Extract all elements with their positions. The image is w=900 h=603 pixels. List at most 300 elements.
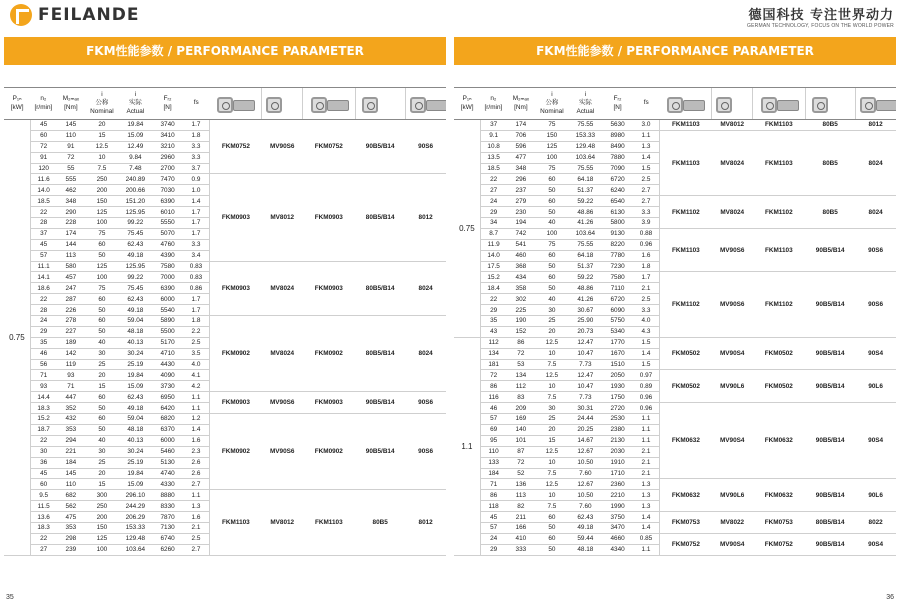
motor-frame: 8012 (855, 120, 896, 131)
radial-force: 3210 (152, 141, 183, 152)
ratio-actual: 7.73 (569, 392, 602, 403)
service-factor: 0.85 (633, 533, 659, 544)
ratio-nominal: 60 (535, 250, 568, 261)
ratio-actual: 64.18 (569, 174, 602, 185)
motor-model: MV90S4 (712, 337, 753, 370)
service-factor: 2.5 (183, 533, 209, 544)
ratio-nominal: 250 (85, 501, 118, 512)
ratio-actual: 103.64 (569, 228, 602, 239)
ratio-actual: 19.84 (119, 468, 152, 479)
ratio-nominal: 50 (85, 403, 118, 414)
max-torque: 119 (57, 359, 86, 370)
gearbox-model: FKM1102 (659, 272, 712, 337)
ratio-actual: 40.13 (119, 337, 152, 348)
ratio-actual: 30.67 (569, 305, 602, 316)
flange-type: 80B5 (805, 120, 855, 131)
service-factor: 3.9 (633, 218, 659, 229)
ratio-actual: 25.19 (119, 457, 152, 468)
motor-frame: 8012 (405, 490, 446, 555)
motor-frame: 90L6 (855, 370, 896, 403)
page-number: 35 (6, 594, 14, 601)
max-torque: 580 (57, 261, 86, 272)
table-row (4, 174, 446, 185)
ratio-nominal: 200 (85, 512, 118, 523)
max-torque: 682 (57, 490, 86, 501)
ratio-nominal: 60 (535, 512, 568, 523)
motor-model: MV8012 (262, 490, 303, 555)
service-factor: 1.8 (633, 261, 659, 272)
ratio-actual: 153.33 (569, 130, 602, 141)
max-torque: 294 (57, 435, 86, 446)
max-torque: 230 (507, 207, 536, 218)
ratio-nominal: 100 (535, 152, 568, 163)
output-speed: 29 (480, 305, 506, 316)
ratio-nominal: 12.5 (535, 370, 568, 381)
ratio-nominal: 150 (535, 130, 568, 141)
ratio-nominal: 50 (535, 544, 568, 555)
section-title-banner: FKM性能参数 / PERFORMANCE PARAMETER (454, 37, 896, 65)
reducer-model: FKM0903 (303, 261, 356, 315)
ratio-nominal: 60 (535, 174, 568, 185)
service-factor: 4.0 (633, 316, 659, 327)
max-torque: 296 (507, 174, 536, 185)
service-factor: 1.7 (183, 294, 209, 305)
max-torque: 113 (507, 490, 536, 501)
ratio-actual: 10.50 (569, 490, 602, 501)
radial-force: 2720 (602, 403, 633, 414)
radial-force: 5460 (152, 446, 183, 457)
radial-force: 7230 (602, 261, 633, 272)
service-factor: 1.1 (633, 414, 659, 425)
table-row (454, 196, 896, 207)
output-speed: 29 (30, 326, 56, 337)
radial-force: 1990 (602, 501, 633, 512)
gearmotor-illustration (712, 88, 753, 120)
output-speed: 15.2 (480, 272, 506, 283)
output-speed: 120 (30, 163, 56, 174)
ratio-nominal: 15 (85, 479, 118, 490)
radial-force: 3750 (602, 512, 633, 523)
ratio-actual: 153.33 (119, 522, 152, 533)
radial-force: 5800 (602, 218, 633, 229)
flange-type: 90B5/B14 (805, 228, 855, 272)
output-speed: 14.0 (480, 250, 506, 261)
output-speed: 57 (480, 522, 506, 533)
ratio-nominal: 125 (85, 207, 118, 218)
output-speed: 37 (30, 228, 56, 239)
flange-type: 80B5 (355, 490, 405, 555)
reducer-model: FKM1103 (303, 490, 356, 555)
reducer-model: FKM0632 (753, 403, 806, 479)
max-torque: 287 (57, 294, 86, 305)
max-torque: 113 (57, 250, 86, 261)
motor-frame: 90S6 (405, 414, 446, 490)
ratio-nominal: 10 (535, 381, 568, 392)
motor-model: MV8012 (262, 174, 303, 261)
output-speed: 29 (480, 207, 506, 218)
table-row (454, 120, 896, 131)
service-factor: 1.8 (183, 316, 209, 327)
radial-force: 2530 (602, 414, 633, 425)
reducer-model: FKM0632 (753, 479, 806, 512)
service-factor: 0.83 (183, 261, 209, 272)
ratio-nominal: 25 (85, 359, 118, 370)
ratio-actual: 12.67 (569, 446, 602, 457)
radial-force: 5500 (152, 326, 183, 337)
service-factor: 1.1 (183, 403, 209, 414)
gearmotor-icon (307, 93, 351, 115)
radial-force: 4430 (152, 359, 183, 370)
ratio-actual: 10.50 (569, 457, 602, 468)
max-torque: 110 (57, 130, 86, 141)
radial-force: 2050 (602, 370, 633, 381)
service-factor: 1.6 (633, 250, 659, 261)
ratio-actual: 99.22 (119, 272, 152, 283)
ratio-nominal: 75 (535, 163, 568, 174)
radial-force: 8980 (602, 130, 633, 141)
max-torque: 112 (507, 381, 536, 392)
reducer-model: FKM0752 (303, 120, 356, 174)
radial-force: 5170 (152, 337, 183, 348)
max-torque: 184 (57, 457, 86, 468)
gearmotor-illustration (753, 88, 806, 120)
output-speed: 46 (30, 348, 56, 359)
flange-type: 90B5/B14 (805, 337, 855, 370)
performance-table-right (454, 87, 896, 556)
reducer-model: FKM0502 (753, 370, 806, 403)
ratio-actual: 240.89 (119, 174, 152, 185)
radial-force: 2960 (152, 152, 183, 163)
gearbox-model: FKM0753 (659, 512, 712, 534)
motor-shape (233, 100, 255, 111)
max-torque: 742 (507, 228, 536, 239)
ratio-actual: 125.95 (119, 261, 152, 272)
output-speed: 71 (480, 479, 506, 490)
radial-force: 6000 (152, 435, 183, 446)
ratio-actual: 59.04 (119, 316, 152, 327)
gearmotor-icon (358, 93, 402, 115)
ratio-actual: 75.45 (119, 228, 152, 239)
service-factor: 2.3 (183, 446, 209, 457)
ratio-nominal: 50 (85, 326, 118, 337)
ratio-nominal: 7.5 (535, 468, 568, 479)
radial-force: 3410 (152, 130, 183, 141)
output-speed: 72 (480, 370, 506, 381)
ratio-actual: 129.48 (119, 533, 152, 544)
max-torque: 87 (507, 446, 536, 457)
ratio-nominal: 7.5 (535, 359, 568, 370)
gearbox-shape (266, 97, 282, 113)
ratio-nominal: 100 (85, 272, 118, 283)
left-page (4, 0, 446, 603)
output-speed: 45 (480, 512, 506, 523)
max-torque: 134 (507, 370, 536, 381)
ratio-nominal: 12.5 (535, 479, 568, 490)
ratio-actual: 49.18 (119, 403, 152, 414)
ratio-nominal: 20 (535, 424, 568, 435)
gearbox-shape (311, 97, 327, 113)
max-torque: 145 (57, 120, 86, 131)
max-torque: 174 (57, 228, 86, 239)
max-torque: 239 (57, 544, 86, 555)
max-torque: 477 (507, 152, 536, 163)
service-factor: 2.5 (183, 337, 209, 348)
max-torque: 145 (57, 468, 86, 479)
output-speed: 22 (480, 294, 506, 305)
max-torque: 82 (507, 501, 536, 512)
output-speed: 18.3 (30, 403, 56, 414)
motor-frame: 90L6 (855, 479, 896, 512)
ratio-nominal: 60 (85, 316, 118, 327)
max-torque: 541 (507, 239, 536, 250)
max-torque: 706 (507, 130, 536, 141)
ratio-actual: 40.13 (119, 435, 152, 446)
max-torque: 434 (507, 272, 536, 283)
ratio-nominal: 25 (85, 457, 118, 468)
header-ratio-nominal: i 公称 Nominal (85, 88, 118, 120)
radial-force: 8490 (602, 141, 633, 152)
ratio-nominal: 50 (85, 305, 118, 316)
radial-force: 2210 (602, 490, 633, 501)
radial-force: 7470 (152, 174, 183, 185)
service-factor: 4.0 (183, 359, 209, 370)
ratio-actual: 10.47 (569, 381, 602, 392)
motor-model: MV90S6 (262, 392, 303, 414)
service-factor: 1.7 (183, 120, 209, 131)
radial-force: 6740 (152, 533, 183, 544)
output-speed: 60 (30, 130, 56, 141)
table-row (4, 316, 446, 327)
output-speed: 30 (30, 446, 56, 457)
service-factor: 2.1 (633, 468, 659, 479)
table-row (454, 533, 896, 544)
gearbox-shape (217, 97, 233, 113)
service-factor: 1.3 (183, 501, 209, 512)
output-speed: 93 (30, 381, 56, 392)
output-speed: 36 (30, 457, 56, 468)
ratio-actual: 15.09 (119, 130, 152, 141)
service-factor: 2.5 (633, 174, 659, 185)
ratio-actual: 15.09 (119, 381, 152, 392)
table-row (4, 261, 446, 272)
max-torque: 447 (57, 392, 86, 403)
motor-model: MV8024 (262, 316, 303, 392)
motor-model: MV90S6 (262, 414, 303, 490)
service-factor: 0.89 (633, 381, 659, 392)
flange-type: 80B5 (805, 196, 855, 229)
flange-type: 90B5/B14 (805, 403, 855, 479)
service-factor: 2.7 (183, 479, 209, 490)
motor-shape (683, 100, 705, 111)
max-torque: 226 (57, 305, 86, 316)
ratio-actual: 129.48 (569, 141, 602, 152)
ratio-nominal: 60 (85, 414, 118, 425)
gearmotor-illustration (659, 88, 712, 120)
table-row (454, 337, 896, 348)
ratio-actual: 41.26 (569, 218, 602, 229)
ratio-actual: 296.10 (119, 490, 152, 501)
ratio-nominal: 12.5 (535, 446, 568, 457)
service-factor: 0.96 (633, 392, 659, 403)
gearmotor-illustration (805, 88, 855, 120)
ratio-nominal: 7.5 (535, 501, 568, 512)
slogan-english: GERMAN TECHNOLOGY, FOCUS ON THE WORLD POWER (747, 23, 894, 29)
gearbox-shape (716, 97, 732, 113)
gearbox-model: FKM0502 (659, 370, 712, 403)
radial-force: 4760 (152, 239, 183, 250)
ratio-nominal: 25 (535, 316, 568, 327)
radial-force: 4330 (152, 479, 183, 490)
page-number: 36 (886, 594, 894, 601)
ratio-actual: 64.18 (569, 250, 602, 261)
ratio-nominal: 40 (535, 294, 568, 305)
service-factor: 0.88 (633, 228, 659, 239)
header-max-torque: M₂ₘₐₓ [Nm] (57, 88, 86, 120)
radial-force: 6090 (602, 305, 633, 316)
service-factor: 1.5 (633, 359, 659, 370)
power-value: 0.75 (454, 120, 480, 338)
service-factor: 1.4 (633, 512, 659, 523)
table-row (4, 414, 446, 425)
gearmotor-icon (856, 93, 896, 115)
ratio-nominal: 50 (535, 207, 568, 218)
service-factor: 0.9 (183, 174, 209, 185)
max-torque: 189 (57, 337, 86, 348)
max-torque: 190 (507, 316, 536, 327)
motor-model: MV90S6 (712, 272, 753, 337)
output-speed: 91 (30, 152, 56, 163)
service-factor: 2.1 (633, 283, 659, 294)
service-factor: 2.1 (183, 522, 209, 533)
output-speed: 18.7 (30, 424, 56, 435)
output-speed: 56 (30, 359, 56, 370)
motor-model: MV8024 (262, 261, 303, 315)
ratio-actual: 25.90 (569, 316, 602, 327)
radial-force: 4090 (152, 370, 183, 381)
output-speed: 116 (480, 392, 506, 403)
flange-type: 90B5/B14 (805, 272, 855, 337)
reducer-model: FKM0903 (303, 174, 356, 261)
output-speed: 22 (30, 533, 56, 544)
ratio-actual: 7.48 (119, 163, 152, 174)
max-torque: 562 (57, 501, 86, 512)
reducer-model: FKM1103 (753, 130, 806, 195)
ratio-actual: 12.47 (569, 370, 602, 381)
radial-force: 4390 (152, 250, 183, 261)
service-factor: 1.5 (633, 337, 659, 348)
ratio-nominal: 100 (535, 228, 568, 239)
gearbox-model: FKM0752 (659, 533, 712, 555)
header-power: P₁ₙ [kW] (454, 88, 480, 120)
table-row (454, 370, 896, 381)
motor-model: MV90S4 (712, 533, 753, 555)
table-row (4, 490, 446, 501)
radial-force: 6820 (152, 414, 183, 425)
ratio-nominal: 10 (535, 490, 568, 501)
max-torque: 91 (57, 141, 86, 152)
output-speed: 57 (480, 414, 506, 425)
service-factor: 1.3 (633, 501, 659, 512)
service-factor: 1.5 (633, 163, 659, 174)
header-output-speed: n₂ [r/min] (30, 88, 56, 120)
radial-force: 2130 (602, 435, 633, 446)
service-factor: 1.1 (633, 130, 659, 141)
radial-force: 2360 (602, 479, 633, 490)
service-factor: 4.2 (183, 381, 209, 392)
motor-frame: 90S4 (855, 533, 896, 555)
ratio-nominal: 60 (85, 392, 118, 403)
flange-type: 90B5/B14 (805, 370, 855, 403)
output-speed: 18.4 (480, 283, 506, 294)
output-speed: 29 (480, 544, 506, 555)
ratio-actual: 12.47 (569, 337, 602, 348)
output-speed: 22 (30, 294, 56, 305)
gearbox-model: FKM1103 (659, 120, 712, 131)
radial-force: 9130 (602, 228, 633, 239)
ratio-actual: 48.18 (119, 424, 152, 435)
radial-force: 6000 (152, 294, 183, 305)
service-factor: 2.1 (633, 457, 659, 468)
max-torque: 368 (507, 261, 536, 272)
ratio-nominal: 125 (85, 261, 118, 272)
reducer-model: FKM0902 (303, 316, 356, 392)
ratio-actual: 62.43 (569, 512, 602, 523)
ratio-actual: 19.84 (119, 370, 152, 381)
max-torque: 211 (507, 512, 536, 523)
gearmotor-illustration (405, 88, 446, 120)
radial-force: 6370 (152, 424, 183, 435)
flange-type: 80B5 (805, 130, 855, 195)
service-factor: 1.4 (633, 522, 659, 533)
reducer-model: FKM0502 (753, 337, 806, 370)
service-factor: 2.7 (633, 185, 659, 196)
ratio-nominal: 100 (85, 218, 118, 229)
ratio-nominal: 200 (85, 185, 118, 196)
gearmotor-icon (808, 93, 852, 115)
header-output-speed: n₂ [r/min] (480, 88, 506, 120)
table-row (454, 228, 896, 239)
max-torque: 86 (507, 337, 536, 348)
max-torque: 348 (57, 196, 86, 207)
table-row (454, 479, 896, 490)
header-ratio-actual: i 实际 Actual (569, 88, 602, 120)
motor-frame: 8024 (855, 130, 896, 195)
ratio-actual: 59.44 (569, 533, 602, 544)
flange-type: 80B5/B14 (355, 174, 405, 261)
ratio-nominal: 50 (85, 424, 118, 435)
ratio-actual: 75.45 (119, 283, 152, 294)
output-speed: 86 (480, 490, 506, 501)
ratio-nominal: 150 (85, 522, 118, 533)
service-factor: 2.6 (183, 468, 209, 479)
radial-force: 5130 (152, 457, 183, 468)
motor-frame: 90S6 (855, 228, 896, 272)
ratio-actual: 62.43 (119, 239, 152, 250)
max-torque: 432 (57, 414, 86, 425)
radial-force: 7870 (152, 512, 183, 523)
output-speed: 13.6 (30, 512, 56, 523)
max-torque: 298 (57, 533, 86, 544)
max-torque: 348 (507, 163, 536, 174)
radial-force: 7880 (602, 152, 633, 163)
ratio-actual: 200.66 (119, 185, 152, 196)
output-speed: 34 (480, 218, 506, 229)
radial-force: 3740 (152, 120, 183, 131)
service-factor: 1.3 (633, 490, 659, 501)
output-speed: 22 (30, 207, 56, 218)
max-torque: 110 (57, 479, 86, 490)
gearbox-model: FKM1103 (659, 228, 712, 272)
